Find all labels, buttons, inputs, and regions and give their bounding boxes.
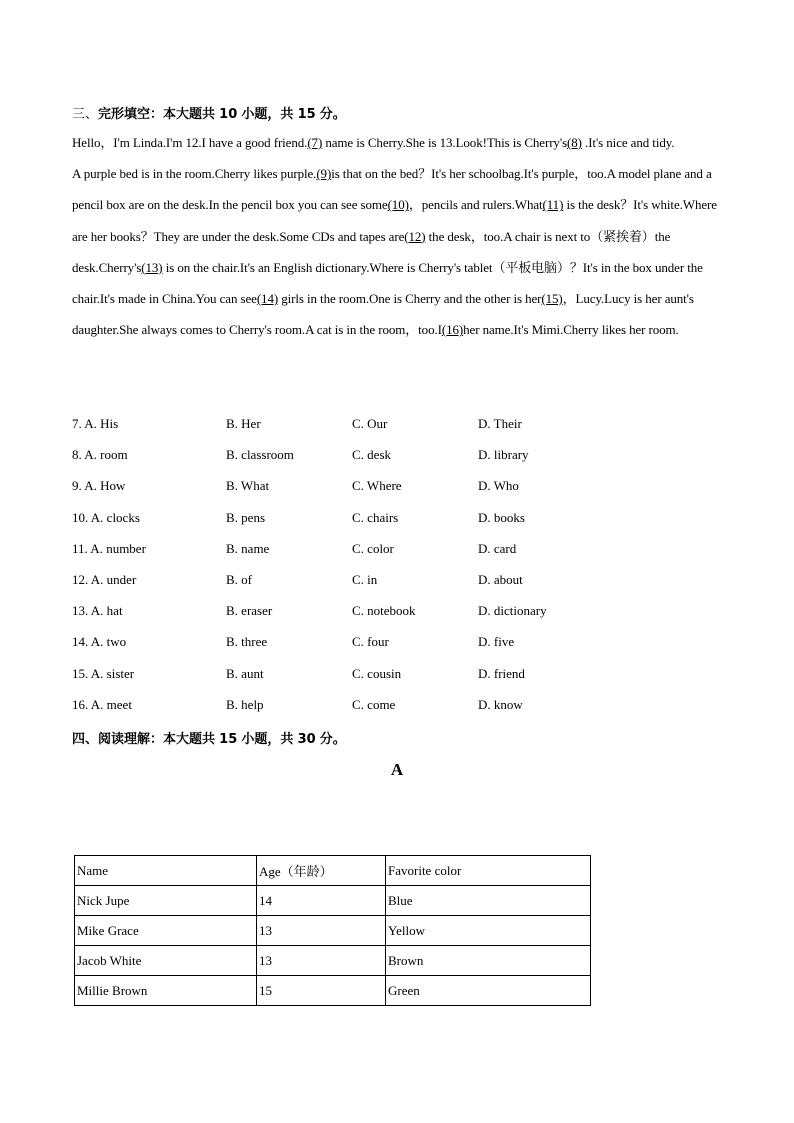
option-a[interactable]: 12. A. under [72,571,137,587]
option-a[interactable]: 9. A. How [72,478,126,494]
header-cell: Name [75,856,257,886]
option-a[interactable]: 10. A. clocks [72,509,140,525]
section-score: 15 [297,107,316,122]
option-d[interactable]: D. Who [478,478,519,494]
option-b[interactable]: B. Her [226,416,261,431]
option-c[interactable]: C. come [352,696,396,712]
table-row [75,946,591,976]
blank-13: (13) [141,259,163,275]
table-cell: Millie Brown [75,976,257,1006]
section-mid: 小题，共 [241,732,294,747]
option-a[interactable]: 13. A. hat [72,603,123,619]
option-c[interactable]: C. chairs [352,509,399,525]
option-b[interactable]: B. of [226,571,252,587]
option-c[interactable]: C. Our [352,416,388,431]
option-b[interactable]: B. three [226,634,268,650]
option-row [72,595,732,626]
table-row [75,976,591,1006]
section-4-heading [72,728,346,747]
section-title: 完形填空：本大题共 [98,107,216,122]
option-row [72,564,732,595]
option-b[interactable]: B. name [226,540,270,556]
option-a[interactable]: 15. A. sister [72,665,135,681]
option-c[interactable]: C. desk [352,447,391,463]
table-cell: Nick Jupe [75,886,257,916]
option-d[interactable]: D. card [478,540,517,556]
header-cell: Favorite color [386,856,591,886]
option-b[interactable]: B. aunt [226,665,264,681]
question-count: 10 [219,107,238,122]
option-a[interactable]: 14. A. two [72,634,127,650]
table-cell: Yellow [386,916,591,946]
table-cell: Green [386,976,591,1006]
blank-7: (7) [307,135,323,150]
table-cell: Blue [386,886,591,916]
option-d[interactable]: D. library [478,447,529,463]
paragraph-2: A purple bed is in the room.Cherry likes purple.(9)is that on the bed？It's her schoolbag.It's purple，too.A model plane and a pencil box are on the desk.In the pencil box you can see some(10)，pencils and rulers.What(11) is the desk？It's white.Where are her books？They are under the desk.Some CDs and tapes are(12) the desk，too.A chair is next to（紧挨着）the desk.Cherry's(13) is on the chair.It's an English dictionary.Where is Cherry's tablet（平板电脑）？It's in the box under the chair.It's made in China.You can see(14) girls in the room.One is Cherry and the other is her(15)，Lucy.Lucy is her aunt's daughter.She always comes to Cherry's room.A cat is in the room，too.I(16)her name.It's Mimi.Cherry likes her room. [72,166,717,338]
option-a[interactable]: 7. A. His [72,416,119,431]
section-title: 阅读理解：本大题共 [98,732,216,747]
option-c[interactable]: C. cousin [352,665,402,681]
option-a[interactable]: 16. A. meet [72,696,132,712]
section-number: 三、 [72,107,99,122]
table-cell: Jacob White [75,946,257,976]
info-table [74,855,591,1006]
option-b[interactable]: B. classroom [226,447,294,463]
option-row [72,439,732,470]
table-cell: 13 [257,916,386,946]
option-d[interactable]: D. dictionary [478,603,547,619]
option-b[interactable]: B. pens [226,509,265,525]
option-row [72,689,732,720]
option-row [72,533,732,564]
section-end: 分。 [319,732,346,747]
blank-12: (12) [404,228,426,244]
cloze-passage [72,127,724,345]
blank-15: (15) [541,291,563,307]
option-row [72,408,732,439]
question-count: 15 [219,732,238,747]
option-c[interactable]: C. notebook [352,603,416,619]
section-score: 30 [297,732,316,747]
option-d[interactable]: D. know [478,696,523,712]
passage-a-heading: A [390,760,404,779]
option-b[interactable]: B. help [226,696,264,712]
option-row [72,470,732,501]
option-d[interactable]: D. books [478,509,525,525]
option-c[interactable]: C. four [352,634,389,650]
section-number: 四、 [72,732,99,747]
option-row [72,502,732,533]
option-b[interactable]: B. eraser [226,603,273,619]
section-mid: 小题，共 [241,107,294,122]
blank-16: (16) [441,322,464,338]
option-c[interactable]: C. in [352,571,378,587]
table-cell: 14 [257,886,386,916]
table-cell: Brown [386,946,591,976]
option-row [72,626,732,657]
paragraph-1: Hello，I'm Linda.I'm 12.I have a good friend.(7) name is Cherry.She is 13.Look!This is Cherry's(8) .It's nice and tidy. [72,135,675,150]
answer-options [72,408,732,720]
option-a[interactable]: 8. A. room [72,447,128,463]
option-d[interactable]: D. five [478,634,515,650]
table-header-row [75,856,591,886]
table-row [75,916,591,946]
section-3-heading [72,103,346,122]
table-cell: 13 [257,946,386,976]
blank-14: (14) [256,291,279,307]
option-d[interactable]: D. about [478,571,523,587]
table-cell: 15 [257,976,386,1006]
blank-8: (8) [567,135,582,150]
option-row [72,658,732,689]
option-b[interactable]: B. What [226,478,270,494]
blank-11: (11) [542,197,564,213]
option-d[interactable]: D. Their [478,416,522,431]
blank-10: (10) [387,197,409,213]
option-d[interactable]: D. friend [478,665,525,681]
blank-9: (9) [316,166,332,182]
header-cell: Age（年龄） [257,856,386,886]
table-row [75,886,591,916]
table-cell: Mike Grace [75,916,257,946]
option-c[interactable]: C. color [352,540,394,556]
option-c[interactable]: C. Where [352,478,402,494]
section-end: 分。 [319,107,346,122]
option-a[interactable]: 11. A. number [72,540,146,556]
